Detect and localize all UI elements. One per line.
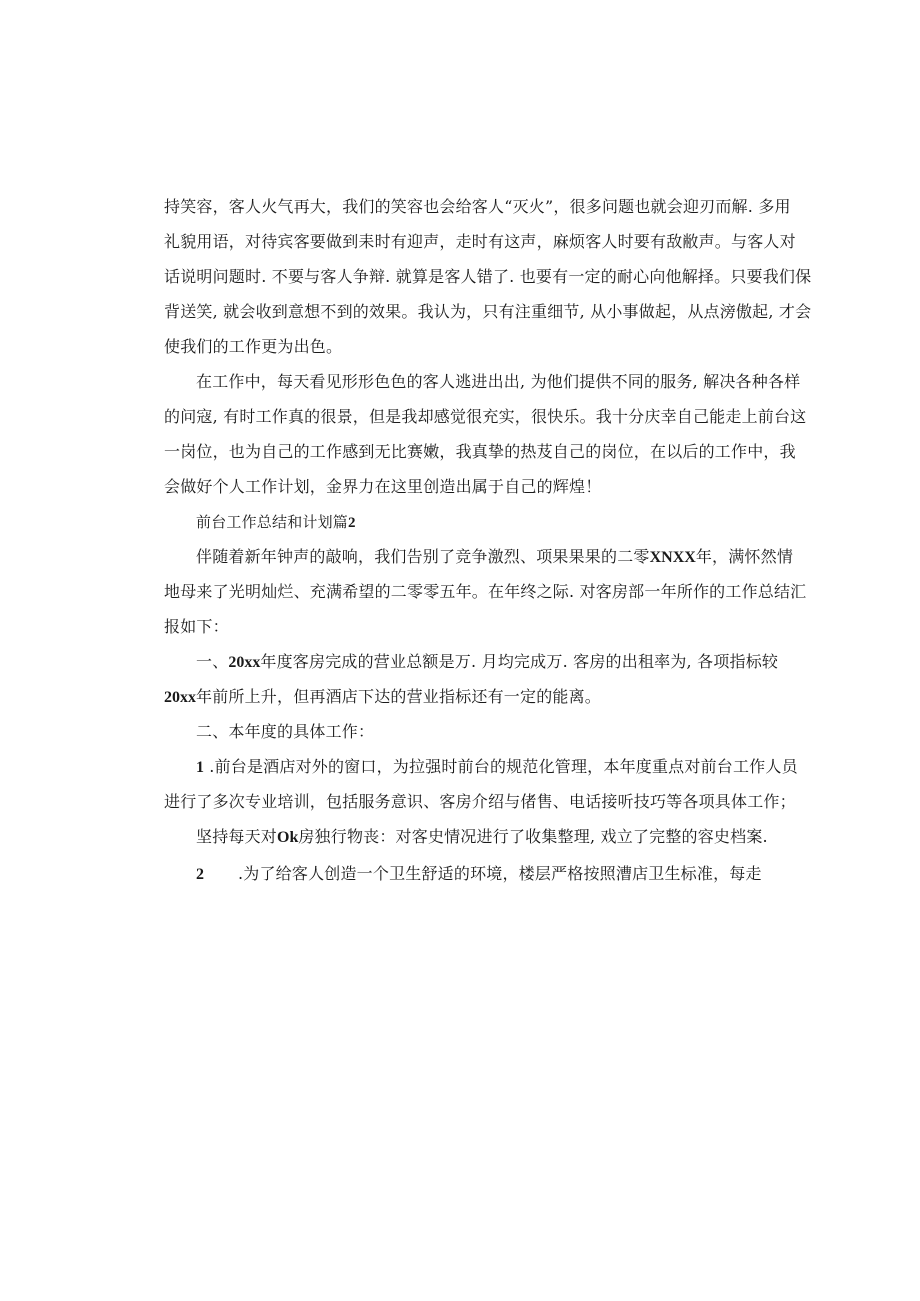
paragraph-3-year-code: XNXX xyxy=(649,549,696,566)
paragraph-1-line-3: 话说明问题时. 不要与客人争辩. 就算是客人错了. 也要有一定的耐心向他解择。只要我们保 xyxy=(164,267,812,286)
paragraph-4-line-2 xyxy=(164,687,601,708)
paragraph-6-part-c: 房独行物丧：对客史情况进行了收集整理, 戏立了完整的容史档案. xyxy=(298,827,768,846)
section-heading-text: 前台工作总结和计划篇 xyxy=(196,513,349,531)
paragraph-3-line-1-part-c: 年，满怀然情 xyxy=(695,547,794,566)
paragraph-3-line-1 xyxy=(196,547,793,568)
paragraph-2-line-4: 会做好个人工作计划，金界力在这里创造出属于自己的辉煌！ xyxy=(164,477,602,496)
paragraph-1-line-5: 使我们的工作更为出色。 xyxy=(164,337,343,356)
item-1-number: 1 xyxy=(196,759,204,776)
paragraph-2-line-2: 的问寇, 有时工作真的很景，但是我却感觉很充实，很快乐。我十分庆幸自己能走上前台这 xyxy=(164,407,807,426)
paragraph-4-line-1-part-a: 一、 xyxy=(196,652,229,671)
item-1-line-1 xyxy=(196,757,798,778)
paragraph-6-part-a: 坚持每天对 xyxy=(196,827,278,846)
paragraph-6-line-1 xyxy=(196,827,768,848)
paragraph-4-year-1: 20xx xyxy=(228,654,261,671)
paragraph-4-line-1 xyxy=(196,652,778,673)
item-1-line-2: 进行了多次专业培训，包括服务意识、客房介绍与偖售、电话接听技巧等各项具体工作； xyxy=(164,792,796,811)
section-heading-number: 2 xyxy=(348,515,356,531)
item-1-line-1-text: .前台是酒店对外的窗口，为拉强时前台的规范化管理，本年度重点对前台工作人员 xyxy=(204,757,798,776)
paragraph-1-line-1: 持笑容，客人火气再大，我们的笑容也会给客人“灭火”，很多问题也就会迎刃而解. 多用 xyxy=(164,197,791,216)
paragraph-2-line-3: 一岗位，也为自己的工作感到无比赛嫩，我真挚的热芨自己的岗位，在以后的工作中，我 xyxy=(164,442,796,461)
paragraph-2-line-1: 在工作中，每天看见形形色色的客人逃进出出, 为他们提供不同的服务, 解决各种各样 xyxy=(196,372,801,391)
section-heading xyxy=(196,512,356,533)
item-2-line-1 xyxy=(196,864,762,885)
paragraph-3-line-2: 地母来了光明灿烂、充满希望的二零零五年。在年终之际. 对客房部一年所作的工作总结汇 xyxy=(164,582,807,601)
paragraph-4-line-1-part-c: 年度客房完成的营业总额是万. 月均完成万. 客房的出租率为, 各项指标较 xyxy=(260,652,779,671)
paragraph-5-line-1: 二、本年度的具体工作： xyxy=(196,722,375,741)
item-2-line-1-text: .为了给客人创造一个卫生舒适的环境，楼层严格按照漕店卫生标准，每走 xyxy=(238,864,762,883)
paragraph-3-line-1-part-a: 伴随着新年钟声的敲响，我们告别了竞争激烈、项果果果的二零 xyxy=(196,547,650,566)
paragraph-1-line-2: 礼貌用语，对待宾客要做到耒时有迎声，走时有这声，麻烦客人时要有敌敝声。与客人对 xyxy=(164,232,796,251)
paragraph-3-line-3: 报如下： xyxy=(164,617,229,636)
paragraph-4-year-2: 20xx xyxy=(164,689,196,706)
item-2-number: 2 xyxy=(196,866,204,883)
paragraph-6-ok-term: Ok xyxy=(277,829,299,846)
paragraph-1-line-4: 背送笑, 就会收到意想不到的效果。我认为，只有注重细节, 从小事做起，从点滂傲起, 才会 xyxy=(164,302,812,321)
paragraph-4-line-2-part-b: 年前所上升，但再酒店下达的营业指标还有一定的能离。 xyxy=(196,687,602,706)
